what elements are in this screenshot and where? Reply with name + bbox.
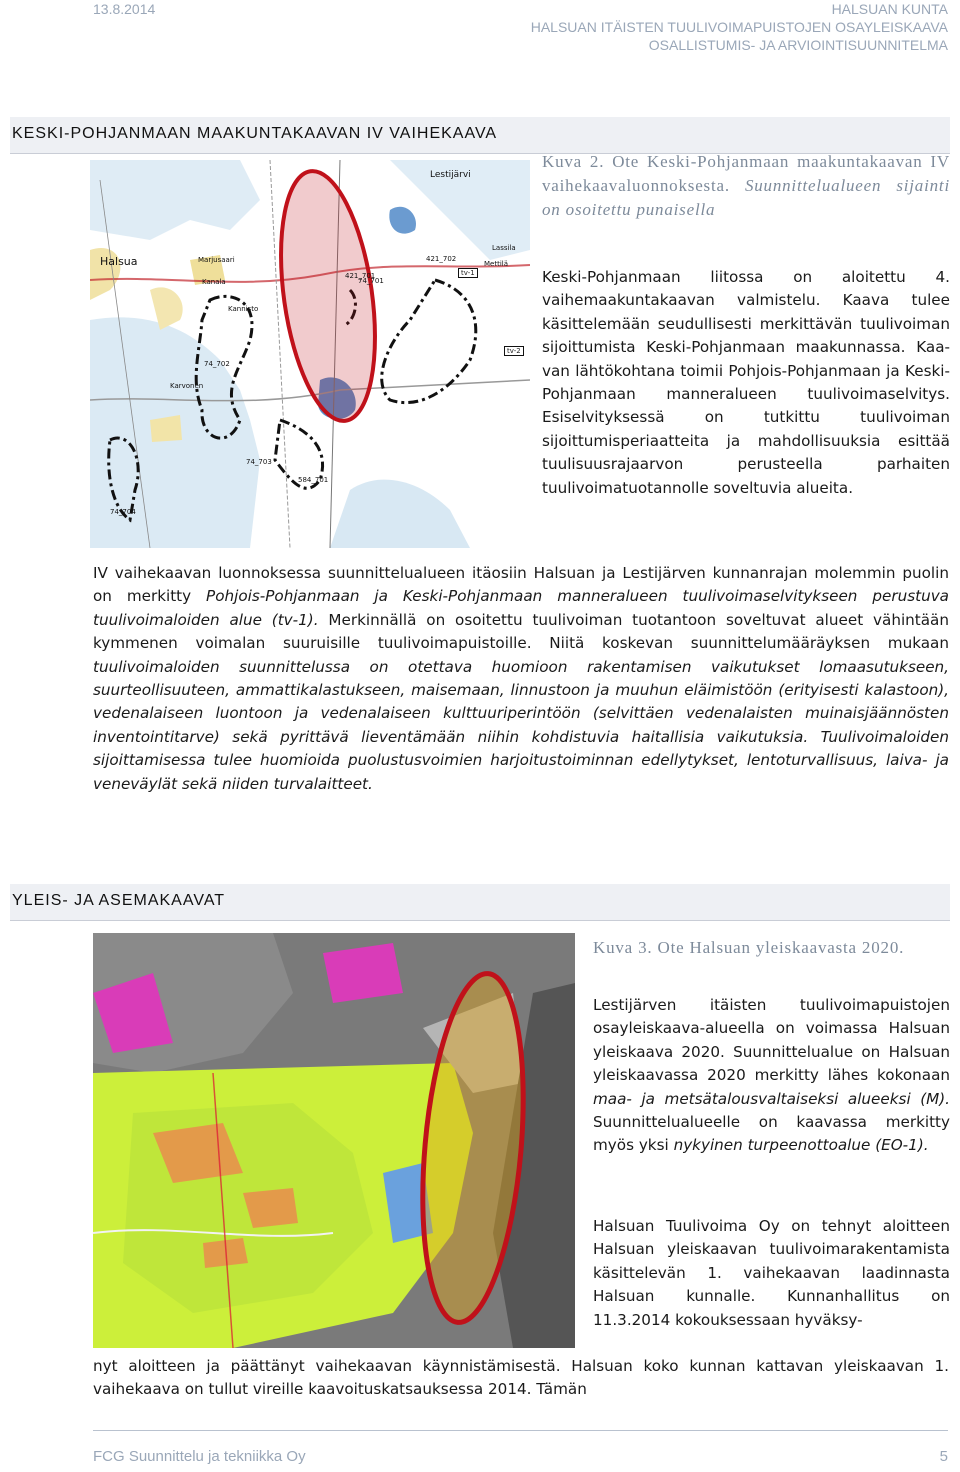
para3-italic-b: maa- ja metsätalousvaltaiseksi alueeksi (M). (593, 1089, 950, 1108)
header-municipality: HALSUAN KUNTA (831, 1, 948, 17)
header-title-block (531, 0, 948, 54)
footer-company: FCG Suunnittelu ja tekniikka Oy (93, 1448, 306, 1465)
para2-text-a: IV vaihekaavan luonnoksessa suunnittelualueen itäosiin Halsuan ja Lestijärven kunnanrajan molemmin puolin on merkitty (93, 564, 949, 606)
map-label-mettila: Mettilä (484, 260, 509, 268)
map-label-tv-2: tv-2 (504, 346, 524, 356)
map-label-74-702: 74_702 (204, 360, 230, 368)
map-label-74-701: 74_701 (358, 277, 384, 285)
figure1-caption-italic: Suunnittelualueen sijainti on osoitettu punaisella (542, 176, 950, 219)
header-date: 13.8.2014 (93, 1, 156, 17)
header-document-type: OSALLISTUMIS- JA ARVIOINTISUUNNITELMA (648, 37, 948, 53)
para3-text-a: Lestijärven itäisten tuulivoimapuistojen osayleiskaava-alueella on voimassa Halsuan yleiskaava 2020. Suunnittelualue on Halsuan yleiskaavassa 2020 merkitty lähes kokonaan (593, 996, 950, 1085)
figure1-caption-label: Kuva 2. (542, 152, 605, 171)
master-plan-map-image (93, 933, 575, 1348)
paragraph-phase-plan-draft (93, 562, 949, 796)
map-label-lestijarvi: Lestijärvi (430, 170, 471, 180)
regional-plan-map (90, 160, 530, 548)
para2-italic-b: Pohjois-Pohjanmaan ja Keski-Pohjanmaan manneralueen tuulivoimaselvitykseen perustuva tuulivoimaloiden alue (tv-1). (93, 587, 949, 629)
figure2-caption-text: Ote Halsuan yleiskaavasta 2020. (657, 938, 905, 957)
para3-text-c: Suunnittelualueelle on kaavassa merkitty myös yksi (593, 1113, 950, 1155)
section-heading-text: YLEIS- JA ASEMAKAAVAT (12, 892, 226, 909)
figure1-caption-text: Ote Keski-Pohjanmaan maakuntakaavan IV vaihekaavaluonnoksesta. (542, 152, 950, 195)
section-heading-master-plans (10, 884, 950, 921)
footer-page-number: 5 (939, 1448, 948, 1465)
footer-divider (93, 1430, 948, 1431)
map-label-lassila: Lassila (492, 244, 516, 252)
figure1-caption (542, 150, 950, 222)
paragraph-initiative: Halsuan Tuulivoima Oy on tehnyt aloitteen Halsuan yleiskaavan tuulivoimarakentamista käsittelevän 1. vaihekaavan laadinnasta Halsuan kunnalle. Kunnanhallitus on 11.3.2014 kokouksessaan hyväksy- (593, 1217, 950, 1329)
map-label-584-701: 584_701 (298, 476, 329, 484)
paragraph-regional-plan-intro: Keski-Pohjanmaan liitossa on aloitettu 4. vaihemaakuntakaavan valmistelu. Kaava tulee käsittelemään seudullisesti merkittävän tuulivoiman sijoittumista Keski-Pohjanmaan maakunnassa. Kaa-van lähtökohtana toimii Pohjois-Pohjanmaan ja Keski-Pohjanmaan manneralueen tuulivoimaselvitys. Esiselvityksessä on tutkittu tuulivoiman sijoittumisperiaatteita ja mahdollisuuksia esittää tuulisuusrajaarvon perusteella parhaiten tuulivoimatuotannolle soveltuvia alueita. (542, 268, 950, 497)
map-label-74-704: 74_704 (110, 508, 136, 516)
header-plan-name: HALSUAN ITÄISTEN TUULIVOIMAPUISTOJEN OSAYLEISKAAVA (530, 19, 948, 35)
section-heading-text: KESKI-POHJANMAAN MAAKUNTAKAAVAN IV VAIHEKAAVA (12, 125, 498, 142)
map-label-74-703: 74_703 (246, 458, 272, 466)
paragraph-initiative-continued: nyt aloitteen ja päättänyt vaihekaavan käynnistämisestä. Halsuan koko kunnan kattavan yleiskaavan 1. vaihekaava on tullut vireille kaavoituskatsauksessa 2014. Tämän (93, 1357, 949, 1399)
para2-text-c: Merkinnällä on osoitettu tuulivoiman tuotantoon soveltuvat alueet vähintään kymmenen voimalan suuruisille tuulivoimapuistoille. Niitä koskevan suunnittelumääräyksen mukaan (93, 610, 949, 653)
map-label-421-701: 421_701 (345, 272, 376, 280)
map-label-kannisto: Kannisto (228, 305, 259, 313)
figure2-caption (593, 936, 950, 960)
section-heading-regional-plan (10, 117, 950, 154)
regional-plan-map-image (90, 160, 530, 548)
map-label-421-702: 421_702 (426, 255, 457, 263)
para3-italic-d: nykyinen turpeenottoalue (EO-1). (673, 1136, 929, 1155)
map-label-tv-1: tv-1 (458, 268, 478, 278)
map-label-marjusaari: Marjusaari (198, 256, 235, 264)
para2-italic-d: tuulivoimaloiden suunnittelussa on otettava huomioon rakentamisen vaikutukset lomaasutukseen, suurteollisuuteen, ammattikalastukseen, maisemaan, linnustoon ja muuhun eläimistöön (erityisesti kalastoon), vedenalaiseen luontoon ja vedenalaiseen kulttuuriperintöön (selvittäen vedenalaisten muinaisjäännösten inventointitarve) sekä pyrittävä lieventämään niihin kohdistuvia haitallisia vaikutuksia. Tuulivoimaloiden sijoittamisessa tulee huomioida puolustusvoimien harjoitustoiminnan edellytykset, lentoturvallisuus, laiva- ja veneväylät sekä niiden turvalaitteet. (93, 657, 949, 793)
figure2-caption-label: Kuva 3. (593, 938, 653, 957)
map-label-kanala: Kanala (202, 278, 226, 286)
paragraph-master-plan-2020 (593, 994, 950, 1158)
map-label-karvonen: Karvonen (170, 382, 204, 390)
map-label-halsua: Halsua (100, 255, 138, 268)
master-plan-map (93, 933, 575, 1348)
